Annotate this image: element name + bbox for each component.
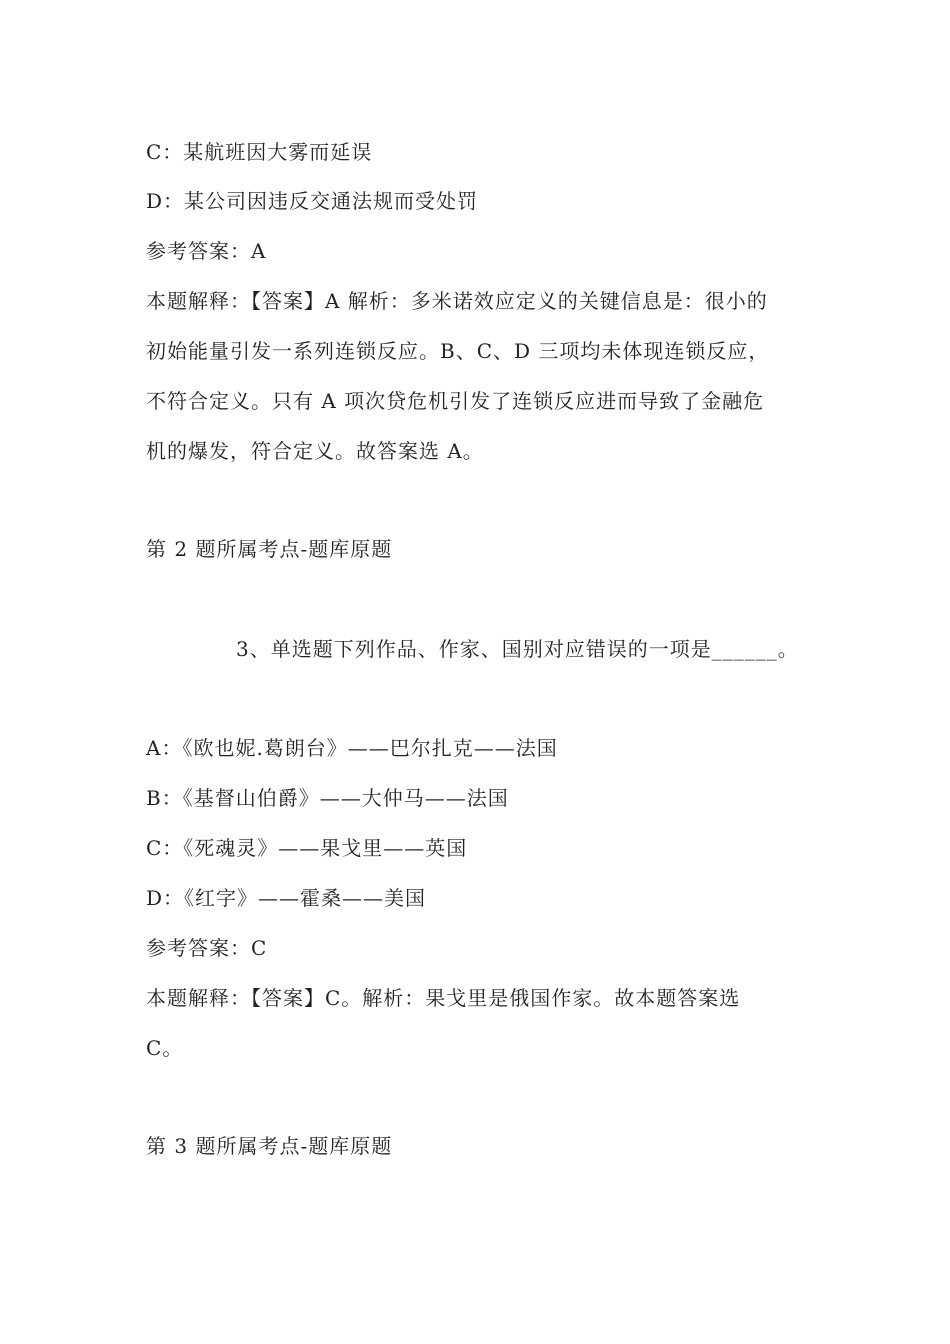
q1-explanation-line: 不符合定义。只有 A 项次贷危机引发了连锁反应进而导致了金融危 <box>146 389 765 413</box>
q3-option-b: B：《基督山伯爵》——大仲马——法国 <box>146 786 509 810</box>
q2-topic-label: 第 2 题所属考点-题库原题 <box>146 537 393 561</box>
q1-explanation-line: 本题解释：【答案】A 解析：多米诺效应定义的关键信息是：很小的 <box>146 289 768 313</box>
q1-reference-answer: 参考答案：A <box>146 239 267 263</box>
q1-explanation-line: 机的爆发，符合定义。故答案选 A。 <box>146 439 484 463</box>
q1-option-d: D：某公司因违反交通法规而受处罚 <box>146 189 479 213</box>
q3-explanation-line: C。 <box>146 1036 184 1060</box>
q3-question-stem: 3、单选题下列作品、作家、国别对应错误的一项是______。 <box>236 637 799 661</box>
q3-option-d: D：《红字》——霍桑——美国 <box>146 886 427 910</box>
q1-option-c: C：某航班因大雾而延误 <box>146 140 373 164</box>
q3-reference-answer: 参考答案：C <box>146 936 268 960</box>
q1-explanation-line: 初始能量引发一系列连锁反应。B、C、D 三项均未体现连锁反应， <box>146 339 770 363</box>
q3-topic-label: 第 3 题所属考点-题库原题 <box>146 1134 393 1158</box>
q3-option-c: C：《死魂灵》——果戈里——英国 <box>146 836 468 860</box>
q3-option-a: A：《欧也妮.葛朗台》——巴尔扎克——法国 <box>146 736 558 760</box>
q3-explanation-line: 本题解释：【答案】C。解析：果戈里是俄国作家。故本题答案选 <box>146 986 741 1010</box>
